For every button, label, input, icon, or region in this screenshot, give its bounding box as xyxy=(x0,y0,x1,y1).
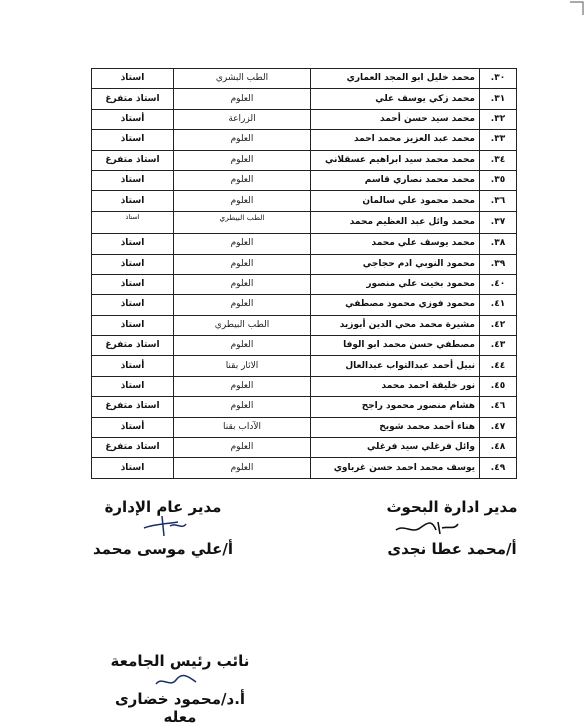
faculty: العلوم xyxy=(174,376,311,396)
academic-rank: استاذ متفرغ xyxy=(92,397,174,417)
faculty: الطب البيطري xyxy=(174,315,311,335)
row-number: ٣٥. xyxy=(480,170,517,190)
faculty: الزراعة xyxy=(174,109,311,129)
academic-rank: استاذ xyxy=(92,315,174,335)
staff-name: هشام منصور محمود راجح xyxy=(311,397,480,417)
faculty: العلوم xyxy=(174,438,311,458)
academic-rank: استاذ متفرغ xyxy=(92,150,174,170)
academic-rank: استاذ xyxy=(92,234,174,254)
staff-name: محمود فوزي محمود مصطفي xyxy=(311,295,480,315)
faculty: العلوم xyxy=(174,336,311,356)
vice-president-name-block xyxy=(100,690,260,726)
table-row xyxy=(92,170,517,190)
academic-rank: استاذ متفرغ xyxy=(92,438,174,458)
research-director-name-block xyxy=(372,540,532,558)
faculty: العلوم xyxy=(174,191,311,211)
table-row xyxy=(92,397,517,417)
vice-president-signature xyxy=(100,652,260,670)
academic-rank: استاذ xyxy=(92,274,174,294)
staff-name: يوسف محمد احمد حسن غرباوي xyxy=(311,458,480,478)
admin-director-name-block xyxy=(88,540,238,558)
staff-name: مصطفي حسن محمد ابو الوفا xyxy=(311,336,480,356)
research-director-name: أ/محمد عطا نجدى xyxy=(387,540,517,558)
table-row xyxy=(92,150,517,170)
faculty: العلوم xyxy=(174,89,311,109)
research-director-signature xyxy=(372,498,532,516)
table-row xyxy=(92,254,517,274)
academic-rank: استاذ xyxy=(92,130,174,150)
academic-rank: استاذ xyxy=(92,376,174,396)
academic-rank: استاذ xyxy=(92,211,174,233)
table-row xyxy=(92,130,517,150)
staff-name: مشيرة محمد محي الدين أبوزيد xyxy=(311,315,480,335)
row-number: ٣٢. xyxy=(480,109,517,129)
vice-president-handwritten-signature xyxy=(152,672,202,692)
table-row xyxy=(92,356,517,376)
row-number: ٣٩. xyxy=(480,254,517,274)
faculty: الطب البيطري xyxy=(174,211,311,233)
staff-name: محمد محمد سيد ابراهيم عسقلاني xyxy=(311,150,480,170)
staff-name: محمد محمد نصاري قاسم xyxy=(311,170,480,190)
academic-rank: استاذ xyxy=(92,295,174,315)
table-row xyxy=(92,417,517,437)
faculty: العلوم xyxy=(174,150,311,170)
vice-president-name: أ.د/محمود خضارى معله xyxy=(114,690,246,726)
academic-rank: استاذ xyxy=(92,458,174,478)
table-row xyxy=(92,211,517,233)
faculty: العلوم xyxy=(174,170,311,190)
academic-rank: استاذ xyxy=(92,170,174,190)
row-number: ٣٧. xyxy=(480,211,517,233)
staff-name: محمد زكي يوسف علي xyxy=(311,89,480,109)
faculty: العلوم xyxy=(174,274,311,294)
faculty: العلوم xyxy=(174,254,311,274)
faculty: الاثار بقنا xyxy=(174,356,311,376)
academic-rank: استاذ xyxy=(92,69,174,89)
row-number: ٤٦. xyxy=(480,397,517,417)
research-director-handwritten-signature xyxy=(392,516,462,538)
row-number: ٤١. xyxy=(480,295,517,315)
row-number: ٤٨. xyxy=(480,438,517,458)
admin-director-name: أ/علي موسى محمد xyxy=(92,540,234,558)
faculty: العلوم xyxy=(174,234,311,254)
staff-name: محمد محمود علي سالمان xyxy=(311,191,480,211)
staff-name: محمود بخيت علي منصور xyxy=(311,274,480,294)
row-number: ٣٦. xyxy=(480,191,517,211)
staff-name: محمد عبد العزيز محمد احمد xyxy=(311,130,480,150)
staff-name: محمد وائل عبد العظيم محمد xyxy=(311,211,480,233)
table-row xyxy=(92,315,517,335)
academic-rank: أستاذ xyxy=(92,109,174,129)
staff-name: نبيل أحمد عبدالتواب عبدالعال xyxy=(311,356,480,376)
row-number: ٣٠. xyxy=(480,69,517,89)
row-number: ٣٨. xyxy=(480,234,517,254)
table-row xyxy=(92,89,517,109)
row-number: ٤٩. xyxy=(480,458,517,478)
row-number: ٤٢. xyxy=(480,315,517,335)
faculty: العلوم xyxy=(174,458,311,478)
staff-name: هناء أحمد محمد شويخ xyxy=(311,417,480,437)
row-number: ٤٣. xyxy=(480,336,517,356)
vice-president-title: نائب رئيس الجامعة xyxy=(110,652,250,670)
staff-name: نور خليفة احمد محمد xyxy=(311,376,480,396)
corner-fold-mark xyxy=(567,0,585,18)
staff-name: وائل فرغلي سيد فرغلي xyxy=(311,438,480,458)
faculty: الآداب بقنا xyxy=(174,417,311,437)
row-number: ٤٥. xyxy=(480,376,517,396)
faculty: العلوم xyxy=(174,130,311,150)
table-row xyxy=(92,234,517,254)
table-row xyxy=(92,274,517,294)
table-row xyxy=(92,191,517,211)
academic-rank: استاذ متفرغ xyxy=(92,89,174,109)
academic-rank: استاذ متفرغ xyxy=(92,336,174,356)
academic-rank: استاذ xyxy=(92,254,174,274)
table-row xyxy=(92,458,517,478)
academic-rank: أستاذ xyxy=(92,417,174,437)
staff-table-body xyxy=(92,69,517,479)
academic-rank: استاذ xyxy=(92,191,174,211)
admin-director-handwritten-signature xyxy=(140,510,190,540)
row-number: ٤٠. xyxy=(480,274,517,294)
staff-name: محمد يوسف علي محمد xyxy=(311,234,480,254)
table-row xyxy=(92,295,517,315)
row-number: ٤٧. xyxy=(480,417,517,437)
admin-director-title: مدير عام الإدارة xyxy=(104,498,222,516)
row-number: ٤٤. xyxy=(480,356,517,376)
staff-name: محمد خليل ابو المجد العماري xyxy=(311,69,480,89)
faculty: العلوم xyxy=(174,295,311,315)
staff-table xyxy=(91,68,517,479)
table-row xyxy=(92,109,517,129)
staff-name: محمد سيد حسن أحمد xyxy=(311,109,480,129)
row-number: ٣١. xyxy=(480,89,517,109)
row-number: ٣٣. xyxy=(480,130,517,150)
faculty: الطب البشري xyxy=(174,69,311,89)
research-director-title: مدير ادارة البحوث xyxy=(386,498,518,516)
academic-rank: أستاذ xyxy=(92,356,174,376)
table-row xyxy=(92,438,517,458)
table-row xyxy=(92,336,517,356)
table-row xyxy=(92,376,517,396)
table-row xyxy=(92,69,517,89)
staff-name: محمود النوبي ادم حجاجي xyxy=(311,254,480,274)
row-number: ٣٤. xyxy=(480,150,517,170)
faculty: العلوم xyxy=(174,397,311,417)
